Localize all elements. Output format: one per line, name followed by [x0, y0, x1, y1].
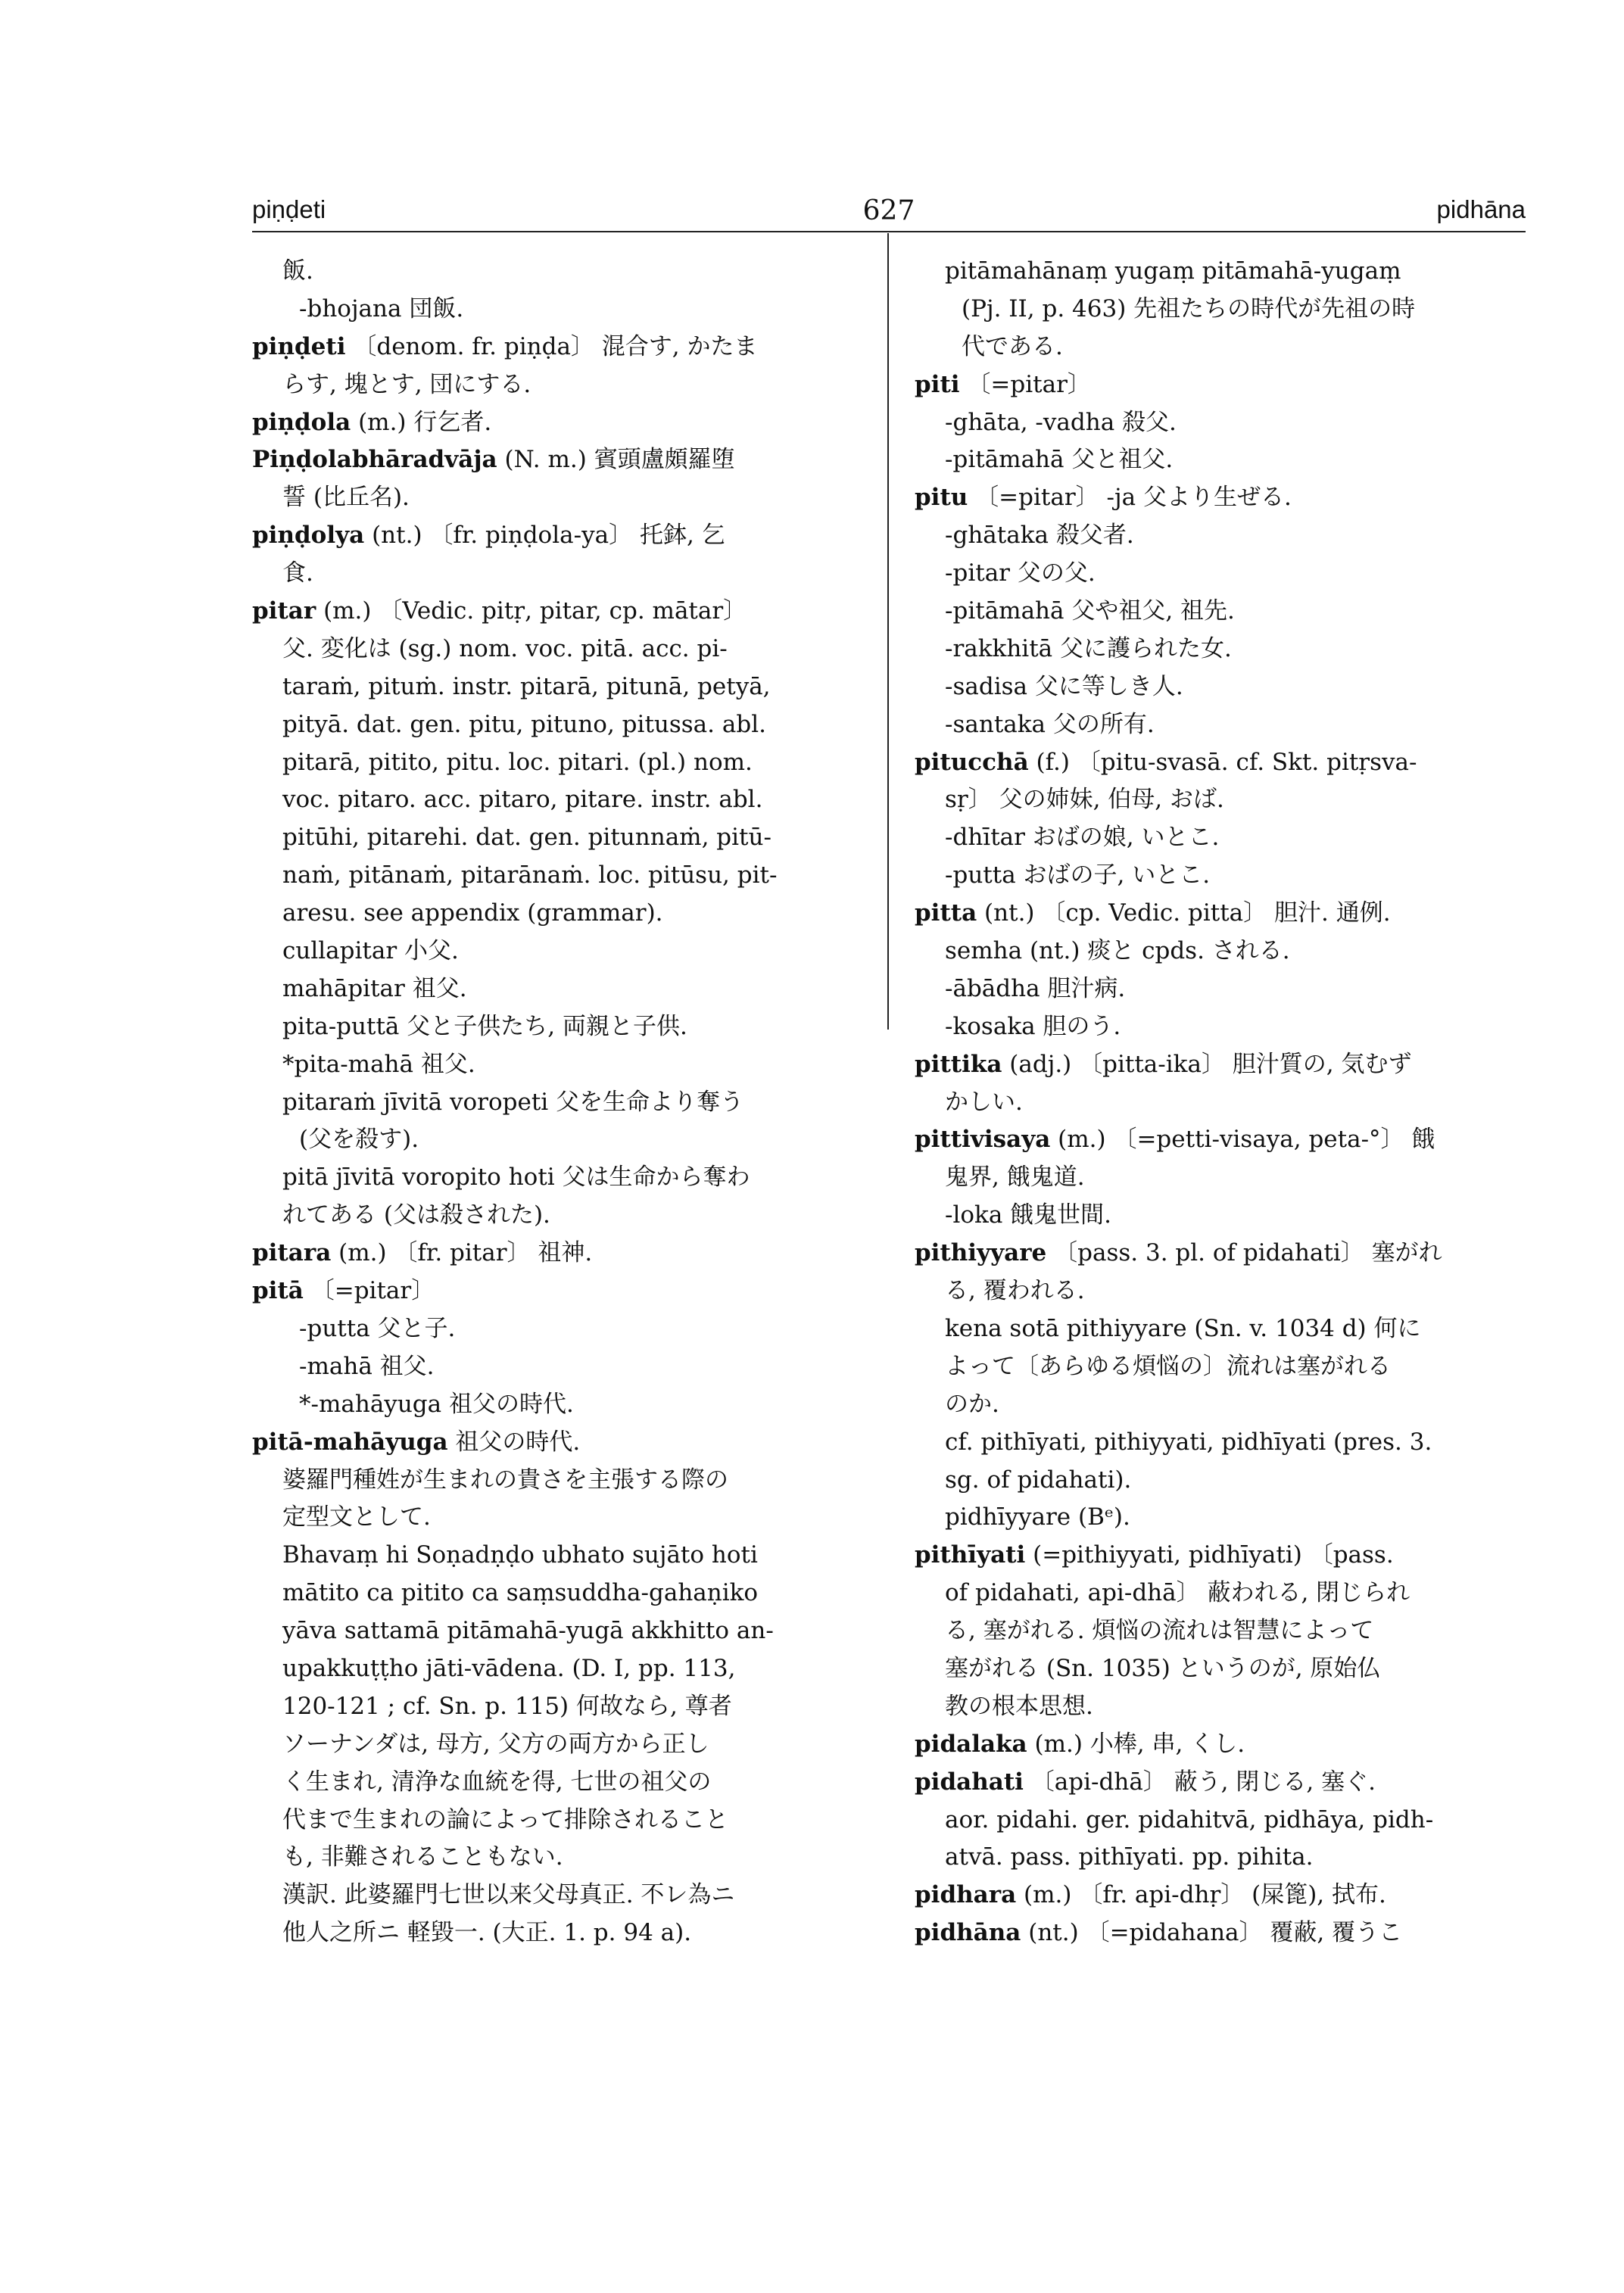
entry-text: も, 非難されることもない.	[282, 1843, 563, 1871]
entry-text: voc. pitaro. acc. pitaro, pitare. instr. abl.	[282, 786, 763, 814]
dictionary-entry-line	[915, 895, 1532, 933]
headword: pidahati	[915, 1768, 1024, 1796]
dictionary-entry-line	[915, 1537, 1532, 1575]
headword: pitā	[252, 1277, 304, 1305]
entry-continuation-line	[252, 1121, 873, 1159]
entry-text: 定型文として.	[282, 1503, 431, 1531]
entry-continuation-line	[915, 441, 1532, 479]
entry-continuation-line	[252, 1197, 873, 1235]
entry-continuation-line	[252, 1575, 873, 1612]
entry-text: 塞がれる (Sn. 1035) というのが, 原始仏	[945, 1654, 1381, 1682]
dictionary-entry-line	[915, 1764, 1532, 1802]
entry-text: (N. m.) 賓頭盧頗羅堕	[504, 446, 735, 474]
entry-continuation-line	[252, 1764, 873, 1802]
headword: pithīyati	[915, 1541, 1026, 1569]
entry-continuation-line	[915, 1802, 1532, 1840]
entry-continuation-line	[252, 781, 873, 819]
entry-text: 〔pass. 3. pl. of pidahati〕 塞がれ	[1054, 1239, 1442, 1267]
entry-text: mahāpitar 祖父.	[282, 974, 467, 1002]
entry-text: pitā jīvitā voropito hoti 父は生命から奪わ	[282, 1164, 750, 1192]
entry-text: -dhītar おばの娘, いとこ.	[945, 824, 1220, 852]
entry-text: よって〔あらゆる煩悩の〕流れは塞がれる	[945, 1352, 1391, 1380]
entry-continuation-line	[915, 253, 1532, 291]
entry-continuation-line	[252, 479, 873, 517]
entry-text: 食.	[282, 559, 313, 587]
entry-text: cf. pithīyati, pithiyyati, pidhīyati (pres. 3.	[945, 1428, 1432, 1456]
dictionary-entry-line	[915, 1914, 1532, 1952]
headword: piṇḍeti	[252, 332, 346, 360]
entry-text: -putta 父と子.	[299, 1314, 456, 1342]
entry-continuation-line	[915, 1839, 1532, 1877]
entry-continuation-line	[915, 1159, 1532, 1197]
dictionary-entry-line	[252, 517, 873, 555]
entry-continuation-line	[252, 933, 873, 970]
headword: pitucchā	[915, 748, 1029, 776]
entry-text: pitarā, pitito, pitu. loc. pitari. (pl.) nom.	[282, 748, 753, 776]
headword: pitu	[915, 484, 968, 512]
entry-continuation-line	[915, 668, 1532, 706]
entry-text: (Pj. II, p. 463) 先祖たちの時代が先祖の時	[962, 294, 1416, 322]
dictionary-entry-line	[252, 404, 873, 442]
entry-text: (nt.) 〔=pidahana〕 覆蔽, 覆うこ	[1028, 1919, 1403, 1947]
dictionary-entry-line	[252, 593, 873, 631]
entry-text: kena sotā pithiyyare (Sn. v. 1034 d) 何に	[945, 1314, 1421, 1342]
headword: Piṇḍolabhāradvāja	[252, 446, 497, 474]
entry-continuation-line	[915, 1688, 1532, 1726]
entry-text: cullapitar 小父.	[282, 937, 459, 965]
entry-text: (m.) 小棒, 串, くし.	[1034, 1730, 1245, 1758]
dictionary-entry-line	[915, 366, 1532, 404]
headword: pidhara	[915, 1881, 1017, 1909]
entry-text: 漢訳. 此婆羅門七世以来父母真正. 不レ為ニ	[282, 1881, 735, 1909]
entry-continuation-line	[252, 1726, 873, 1764]
headword: pitā-mahāyuga	[252, 1428, 448, 1456]
entry-continuation-line	[915, 1650, 1532, 1688]
entry-continuation-line	[915, 329, 1532, 366]
entry-text: のか.	[945, 1390, 999, 1418]
entry-continuation-line	[915, 517, 1532, 555]
headword: pithiyyare	[915, 1239, 1047, 1267]
entry-continuation-line	[915, 781, 1532, 819]
entry-continuation-line	[252, 1348, 873, 1386]
entry-continuation-line	[915, 1273, 1532, 1310]
right-column	[915, 253, 1532, 1952]
entry-continuation-line	[915, 857, 1532, 895]
headword: pittivisaya	[915, 1126, 1051, 1154]
entry-continuation-line	[252, 1462, 873, 1500]
entry-text: る, 塞がれる. 煩悩の流れは智慧によって	[945, 1617, 1374, 1645]
running-header	[252, 195, 1526, 233]
entry-text: -putta おばの子, いとこ.	[945, 861, 1211, 889]
entry-continuation-line	[915, 1386, 1532, 1424]
entry-text: semha (nt.) 痰と cpds. される.	[945, 937, 1290, 965]
entry-continuation-line	[915, 1575, 1532, 1612]
entry-continuation-line	[252, 1499, 873, 1537]
entry-text: く生まれ, 清浄な血統を得, 七世の祖父の	[282, 1768, 712, 1796]
entry-text: 〔denom. fr. piṇḍa〕 混合す, かたま	[353, 332, 758, 360]
entry-continuation-line	[252, 706, 873, 744]
entry-text: かしい.	[945, 1088, 1023, 1116]
entry-text: aresu. see appendix (grammar).	[282, 899, 663, 927]
entry-continuation-line	[915, 1084, 1532, 1122]
entry-continuation-line	[252, 1914, 873, 1952]
page-number: 627	[862, 195, 915, 226]
entry-text: pityā. dat. gen. pitu, pituno, pitussa. abl.	[282, 710, 766, 738]
entry-continuation-line	[915, 404, 1532, 442]
entry-text: pitāmahānaṃ yugaṃ pitāmahā-yugaṃ	[945, 257, 1401, 285]
entry-continuation-line	[252, 1008, 873, 1046]
headword: piṇḍola	[252, 408, 351, 436]
column-divider	[887, 233, 889, 1030]
entry-text: -ghātaka 殺父者.	[945, 522, 1134, 550]
entry-text: る, 覆われる.	[945, 1277, 1085, 1305]
entry-continuation-line	[252, 1877, 873, 1914]
entry-text: sg. of pidahati).	[945, 1466, 1132, 1494]
entry-text: ソーナンダは, 母方, 父方の両方から正し	[282, 1730, 709, 1758]
entry-text: *pita-mahā 祖父.	[282, 1050, 475, 1078]
entry-continuation-line	[252, 744, 873, 782]
entry-continuation-line	[252, 857, 873, 895]
entry-continuation-line	[915, 593, 1532, 631]
entry-text: (=pithiyyati, pidhīyati) 〔pass.	[1033, 1541, 1394, 1569]
entry-continuation-line	[252, 1159, 873, 1197]
header-left-word: piṇḍeti	[252, 195, 326, 223]
header-right-word: pidhāna	[1436, 195, 1526, 223]
entry-continuation-line	[915, 1197, 1532, 1235]
entry-text: upakkuṭṭho jāti-vādena. (D. I, pp. 113,	[282, 1654, 736, 1682]
headword: pidhāna	[915, 1919, 1021, 1947]
entry-text: (m.) 〔fr. pitar〕 祖神.	[338, 1239, 593, 1267]
entry-continuation-line	[252, 1537, 873, 1575]
dictionary-entry-line	[915, 1046, 1532, 1084]
entry-text: aor. pidahi. ger. pidahitvā, pidhāya, pidh-	[945, 1805, 1434, 1833]
entry-continuation-line	[915, 706, 1532, 744]
entry-text: taraṁ, pituṁ. instr. pitarā, pitunā, petyā,	[282, 672, 771, 700]
entry-text: pita-puttā 父と子供たち, 両親と子供.	[282, 1012, 687, 1040]
dictionary-entry-line	[915, 744, 1532, 782]
entry-continuation-line	[252, 1084, 873, 1122]
entry-text: -kosaka 胆のう.	[945, 1012, 1121, 1040]
entry-text: -mahā 祖父.	[299, 1352, 435, 1380]
dictionary-entry-line	[915, 1726, 1532, 1764]
entry-text: *-mahāyuga 祖父の時代.	[299, 1390, 574, 1418]
entry-text: of pidahati, api-dhā〕 蔽われる, 閉じられ	[945, 1579, 1410, 1607]
entry-continuation-line	[252, 1612, 873, 1650]
entry-text: (m.) 〔Vedic. pitṛ, pitar, cp. mātar〕	[323, 597, 747, 625]
dictionary-entry-line	[915, 479, 1532, 517]
entry-text: -pitāmahā 父と祖父.	[945, 446, 1174, 474]
entry-text: 飯.	[282, 257, 313, 285]
entry-text: れてある (父は殺された).	[282, 1201, 550, 1229]
entry-text: 〔api-dhā〕 蔽う, 閉じる, 塞ぐ.	[1030, 1768, 1376, 1796]
headword: pitta	[915, 899, 977, 927]
entry-text: 〔=pitar〕	[967, 370, 1091, 398]
entry-text: naṁ, pitānaṁ, pitarānaṁ. loc. pitūsu, pit-	[282, 861, 778, 889]
entry-text: -ghāta, -vadha 殺父.	[945, 408, 1177, 436]
entry-text: yāva sattamā pitāmahā-yugā akkhitto an-	[282, 1617, 774, 1645]
entry-text: atvā. pass. pithīyati. pp. pihita.	[945, 1843, 1314, 1871]
entry-text: (m.) 行乞者.	[358, 408, 492, 436]
entry-text: 祖父の時代.	[455, 1428, 581, 1456]
headword: pidalaka	[915, 1730, 1027, 1758]
entry-text: -pitāmahā 父や祖父, 祖先.	[945, 597, 1235, 625]
dictionary-entry-line	[915, 1235, 1532, 1273]
headword: pittika	[915, 1050, 1002, 1078]
entry-continuation-line	[915, 291, 1532, 329]
entry-text: -sadisa 父に等しき人.	[945, 672, 1183, 700]
entry-text: (adj.) 〔pitta-ika〕 胆汁質の, 気むず	[1009, 1050, 1412, 1078]
entry-text: 〔=pitar〕	[310, 1277, 435, 1305]
left-column	[252, 253, 873, 1952]
entry-continuation-line	[915, 819, 1532, 857]
entry-continuation-line	[915, 631, 1532, 668]
entry-continuation-line	[252, 291, 873, 329]
entry-text: 他人之所ニ 軽毀一. (大正. 1. p. 94 a).	[282, 1919, 692, 1947]
entry-text: -loka 餓鬼世間.	[945, 1201, 1112, 1229]
entry-continuation-line	[915, 1612, 1532, 1650]
entry-continuation-line	[915, 1462, 1532, 1500]
entry-continuation-line	[915, 555, 1532, 593]
entry-continuation-line	[915, 1348, 1532, 1386]
dictionary-entry-line	[252, 1273, 873, 1310]
entry-continuation-line	[252, 366, 873, 404]
entry-text: mātito ca pitito ca saṃsuddha-gahaṇiko	[282, 1579, 759, 1607]
dictionary-entry-line	[252, 329, 873, 366]
entry-text: (nt.) 〔cp. Vedic. pitta〕 胆汁. 通例.	[984, 899, 1391, 927]
entry-text: 〔=pitar〕 -ja 父より生ぜる.	[975, 484, 1292, 512]
entry-text: 120-121 ; cf. Sn. p. 115) 何故なら, 尊者	[282, 1692, 732, 1720]
entry-text: (m.) 〔=petti-visaya, peta-°〕 餓	[1058, 1126, 1435, 1154]
entry-continuation-line	[915, 1310, 1532, 1348]
entry-text: -santaka 父の所有.	[945, 710, 1155, 738]
entry-continuation-line	[252, 1386, 873, 1424]
entry-text: (f.) 〔pitu-svasā. cf. Skt. pitṛsva-	[1036, 748, 1417, 776]
entry-continuation-line	[252, 895, 873, 933]
headword: pitar	[252, 597, 316, 625]
entry-text: (nt.) 〔fr. piṇḍola-ya〕 托鉢, 乞	[372, 522, 725, 550]
header-rule	[252, 231, 1526, 232]
entry-text: Bhavaṃ hi Soṇadṇḍo ubhato sujāto hoti	[282, 1541, 758, 1569]
entry-continuation-line	[252, 1688, 873, 1726]
headword: piṇḍolya	[252, 522, 365, 550]
entry-text: 婆羅門種姓が生まれの貴さを主張する際の	[282, 1466, 728, 1494]
entry-text: 代まで生まれの論によって排除されること	[282, 1805, 728, 1833]
headword: piti	[915, 370, 960, 398]
entry-text: -pitar 父の父.	[945, 559, 1096, 587]
entry-text: 教の根本思想.	[945, 1692, 1093, 1720]
dictionary-entry-line	[252, 1235, 873, 1273]
dictionary-entry-line	[915, 1121, 1532, 1159]
entry-continuation-line	[915, 1008, 1532, 1046]
entry-continuation-line	[252, 1650, 873, 1688]
entry-text: -ābādha 胆汁病.	[945, 974, 1126, 1002]
entry-text: (m.) 〔fr. api-dhṛ〕 (屎篦), 拭布.	[1024, 1881, 1386, 1909]
entry-text: pidhīyyare (Bᵉ).	[945, 1503, 1130, 1531]
headword: pitara	[252, 1239, 332, 1267]
entry-continuation-line	[252, 1839, 873, 1877]
entry-text: sṛ〕 父の姉妹, 伯母, おば.	[945, 786, 1224, 814]
entry-continuation-line	[252, 1802, 873, 1840]
entry-continuation-line	[252, 1046, 873, 1084]
entry-continuation-line	[915, 1499, 1532, 1537]
entry-continuation-line	[252, 631, 873, 668]
entry-text: pitaraṁ jīvitā voropeti 父を生命より奪う	[282, 1088, 744, 1116]
dictionary-entry-line	[915, 1877, 1532, 1914]
entry-text: 父. 変化は (sg.) nom. voc. pitā. acc. pi-	[282, 634, 728, 662]
entry-continuation-line	[252, 819, 873, 857]
entry-continuation-line	[915, 970, 1532, 1008]
dictionary-entry-line	[252, 441, 873, 479]
entry-text: -rakkhitā 父に護られた女.	[945, 634, 1232, 662]
entry-continuation-line	[252, 970, 873, 1008]
entry-text: らす, 塊とす, 団にする.	[282, 370, 531, 398]
entry-text: 代である.	[962, 332, 1063, 360]
entry-continuation-line	[915, 933, 1532, 970]
entry-text: 鬼界, 餓鬼道.	[945, 1164, 1085, 1192]
entry-continuation-line	[252, 668, 873, 706]
entry-text: 誓 (比丘名).	[282, 484, 410, 512]
dictionary-entry-line	[252, 1424, 873, 1462]
entry-continuation-line	[252, 555, 873, 593]
entry-continuation-line	[252, 253, 873, 291]
entry-continuation-line	[915, 1424, 1532, 1462]
entry-continuation-line	[252, 1310, 873, 1348]
entry-text: (父を殺す).	[299, 1126, 419, 1154]
entry-text: -bhojana 団飯.	[299, 294, 464, 322]
entry-text: pitūhi, pitarehi. dat. gen. pitunnaṁ, pitū-	[282, 824, 771, 852]
